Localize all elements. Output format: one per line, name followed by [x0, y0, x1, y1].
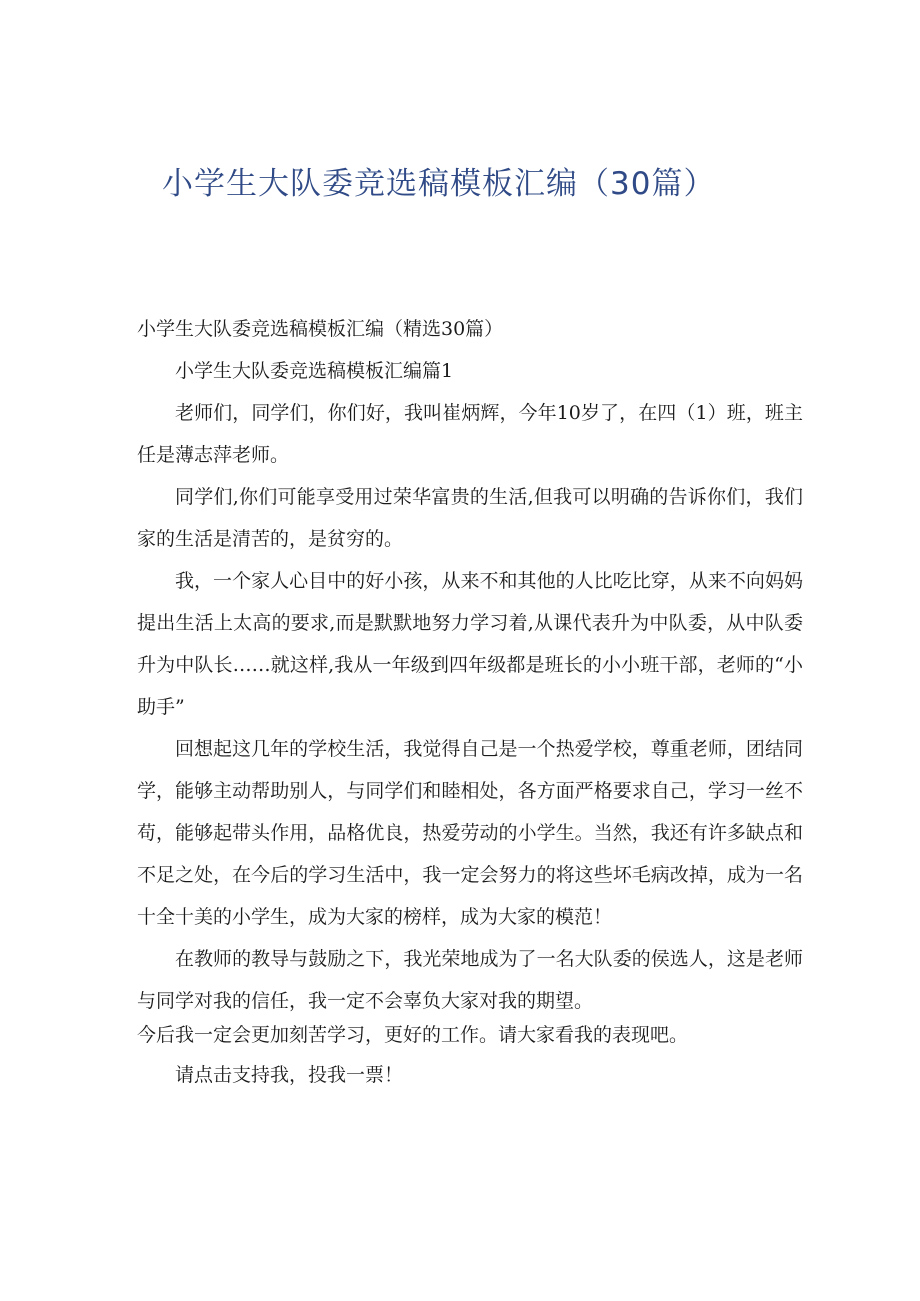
paragraph-5: 在教师的教导与鼓励之下，我光荣地成为了一名大队委的侯选人，这是老师与同学对我的信任，我一定不会辜负大家对我的期望。 — [137, 948, 803, 1012]
paragraph-2: 同学们,你们可能享受用过荣华富贵的生活,但我可以明确的告诉你们，我们家的生活是清苦的，是贫穷的。 — [137, 486, 803, 550]
section-heading: 小学生大队委竞选稿模板汇编篇1 — [175, 360, 454, 382]
paragraph-4: 回想起这几年的学校生活，我觉得自己是一个热爱学校，尊重老师，团结同学，能够主动帮助别人，与同学们和睦相处，各方面严格要求自己，学习一丝不苟，能够起带头作用，品格优良，热爱劳动的小学生。当然，我还有许多缺点和不足之处，在今后的学习生活中，我一定会努力的将这些坏毛病改掉，成为一名十全十美的小学生，成为大家的榜样，成为大家的模范！ — [137, 738, 803, 928]
paragraph-1: 老师们，同学们，你们好，我叫崔炳辉，今年10岁了，在四（1）班，班主任是薄志萍老师。 — [137, 402, 803, 466]
document-title: 小学生大队委竞选稿模板汇编（30篇） — [162, 166, 716, 202]
paragraph-3: 我，一个家人心目中的好小孩，从来不和其他的人比吃比穿，从来不向妈妈提出生活上太高的要求,而是默默地努力学习着,从课代表升为中队委，从中队委升为中队长……就这样,我从一年级到四年级都是班长的小小班干部，老师的“小助手” — [137, 570, 803, 718]
document-subtitle: 小学生大队委竞选稿模板汇编（精选30篇） — [137, 318, 504, 340]
closing-line: 请点击支持我，投我一票！ — [175, 1064, 404, 1086]
document-body — [137, 308, 803, 1096]
unindented-line: 今后我一定会更加刻苦学习，更好的工作。请大家看我的表现吧。 — [137, 1024, 689, 1046]
